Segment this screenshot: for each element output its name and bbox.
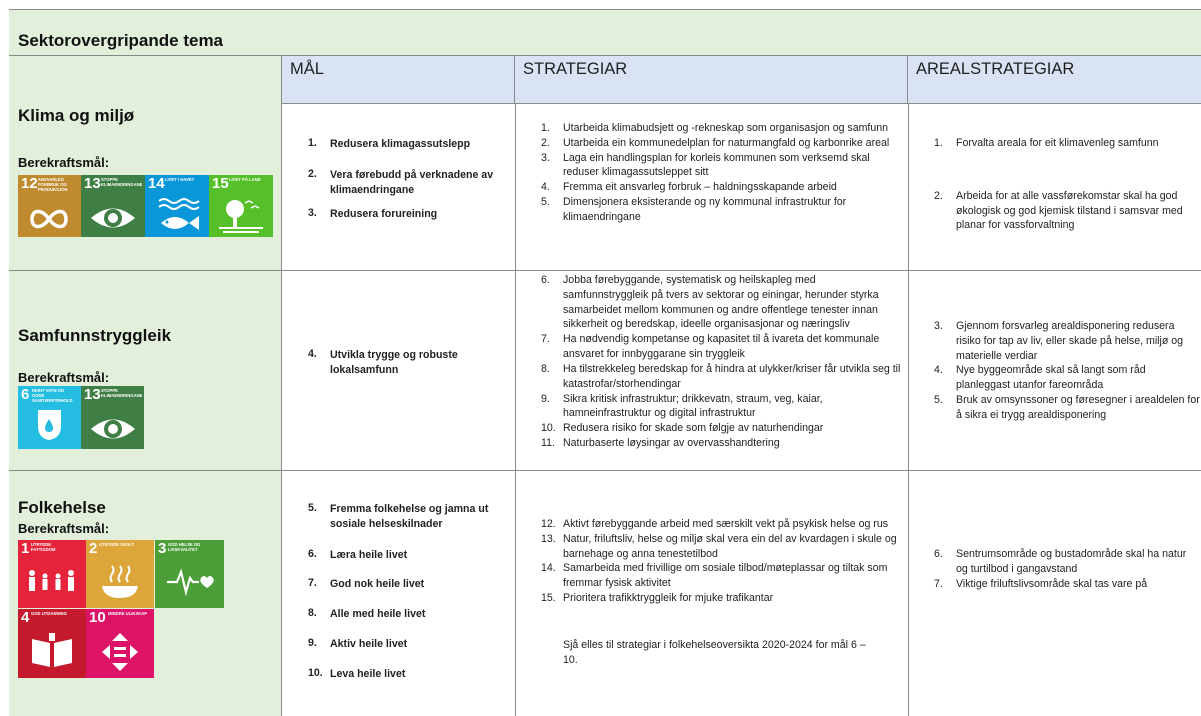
areal-item: 1. Forvalta areala for eit klimavenleg samfunn xyxy=(934,137,1159,149)
goals-list-samfunnstryggleik xyxy=(308,348,506,378)
areal-list-samfunnstryggleik xyxy=(934,319,1200,423)
strategies-list-klima xyxy=(541,121,903,225)
infinity-icon xyxy=(18,175,81,237)
header-row xyxy=(282,56,1201,104)
goal-item: 2. Vera førebudd på verknadene av klimaendringane xyxy=(308,167,494,196)
sdg-tile-4: 4 GOD UTDANNING xyxy=(18,609,86,678)
header-strategiar: STRATEGIAR xyxy=(515,56,908,104)
title-bar xyxy=(9,10,1201,56)
bowl-icon xyxy=(86,540,154,608)
goal-item: 10. Leva heile livet xyxy=(308,666,406,680)
sdg-tile-2: 2 UTRYDDE SVOLT xyxy=(86,540,154,608)
strategy-item: 14. Samarbeida med frivillige om sosiale tilbod/møteplassar og tiltak som fremmar fysisk aktivitet xyxy=(541,562,888,590)
water-drop-icon xyxy=(18,386,81,449)
book-icon xyxy=(18,609,86,678)
goals-list-folkehelse xyxy=(308,502,506,682)
header-arealstrategiar: AREALSTRATEGIAR xyxy=(916,60,1075,78)
sdg-tile-3: 3 GOD HELSE OG LIVSKVALITET xyxy=(155,540,224,608)
sdg-label: Berekraftsmål: xyxy=(18,155,110,170)
goals-list-klima xyxy=(308,137,506,222)
sdg-tile-14: 14 LIVET I HAVET xyxy=(145,175,209,237)
section-title-samfunnstryggleik: Samfunnstryggleik xyxy=(18,326,172,345)
sdg-tile-13: 13 STOPPE KLIMAENDRINGANE xyxy=(81,175,145,237)
strategies-list-folkehelse xyxy=(541,517,903,606)
earth-eye-icon xyxy=(81,175,145,237)
sdg-label: Berekraftsmål: xyxy=(18,370,110,385)
strategy-item: 11. Naturbaserte løysingar av overvasshandtering xyxy=(541,437,780,450)
sdg-tile-1: 1 UTRYDDE FATTIGDOM xyxy=(18,540,86,608)
strategy-item: 8. Ha tilstrekkeleg beredskap for å hindra at ulykker/kriser får utvikla seg til katastrofar/storhendingar xyxy=(541,362,901,390)
strategy-item: 4. Fremma eit ansvarleg forbruk – haldningsskapande arbeid xyxy=(541,181,837,194)
row-divider xyxy=(9,470,1201,471)
areal-item: 4. Nye byggeområde skal så langt som råd planleggast utanfor fareområda xyxy=(934,364,1146,392)
areal-list-klima xyxy=(934,136,1200,233)
goal-item: 9. Aktiv heile livet xyxy=(308,637,408,651)
strategy-item: 1. Utarbeida klimabudsjett og -rekneskap som organisasjon og samfunn xyxy=(541,122,889,134)
strategy-note: Sjå elles til strategiar i folkehelseoversikta 2020-2024 for mål 6 – 10. xyxy=(563,639,866,666)
sdg-label: Berekraftsmål: xyxy=(18,521,110,536)
strategy-item: 3. Laga ein handlingsplan for korleis kommunen som verksemd skal reduser klimagassutsleppet sitt xyxy=(541,151,870,179)
goal-item: 1. Redusera klimagassutslepp xyxy=(308,137,471,150)
goal-item: 3. Redusera forureining xyxy=(308,207,438,221)
equality-icon xyxy=(86,609,154,678)
sdg-tile-10: 10 MINDRE ULIKSKAP xyxy=(86,609,154,678)
areal-list-folkehelse xyxy=(934,547,1200,591)
strategy-item: 2. Utarbeida ein kommunedelplan for naturmangfald og karbonrike areal xyxy=(541,136,890,149)
strategy-item: 12. Aktivt førebyggande arbeid med særskilt vekt på psykisk helse og rus xyxy=(541,518,889,530)
strategy-item: 15. Prioritera trafikktryggleik for mjuke trafikantar xyxy=(541,592,774,605)
section-title-klima: Klima og miljø xyxy=(18,106,135,125)
goal-item: 5. Fremma folkehelse og jamna ut sosiale helseskilnader xyxy=(308,502,489,530)
page-title: Sektorovergripande tema xyxy=(18,31,224,50)
goal-item: 4. Utvikla trygge og robuste lokalsamfunn xyxy=(308,348,458,376)
earth-eye-icon xyxy=(81,386,144,449)
areal-item: 2. Arbeida for at alle vassførekomstar skal ha god økologisk og god kjemisk tilstand i samsvar med planar for vassforvaltning xyxy=(934,189,1183,232)
goal-item: 8. Alle med heile livet xyxy=(308,607,426,621)
column-divider xyxy=(515,104,516,716)
strategies-list-samfunnstryggleik xyxy=(541,273,903,451)
strategy-item: 6. Jobba førebyggande, systematisk og heilskapleg med samfunnstryggleik på tvers av sektorar og einingar, herunder styrka samarbeidet mellom kommunen og andre offentlege tenester innan sikkerheit og beredskap, ideelle organisasjonar og næringsliv xyxy=(541,274,879,331)
areal-item: 5. Bruk av omsynssoner og føresegner i arealdelen for å sikra ei trygg arealdisponering xyxy=(934,394,1200,421)
row-divider xyxy=(9,270,1201,271)
strategy-item: 10. Redusera risiko for skade som følgje av naturhendingar xyxy=(541,422,824,435)
sdg-tile-13: 13 STOPPE KLIMAENDRINGANE xyxy=(81,386,144,449)
heartbeat-icon xyxy=(155,540,224,608)
column-divider xyxy=(908,104,909,716)
fish-icon xyxy=(145,175,209,237)
goal-item: 6. Læra heile livet xyxy=(308,547,408,561)
people-icon xyxy=(18,540,86,608)
strategy-item: 13. Natur, friluftsliv, helse og miljø skal vera ein del av kvardagen i skule og barnehage og anna tenestetilbod xyxy=(541,532,897,560)
sdg-tile-15: 15 LIVET PÅ LAND xyxy=(209,175,273,237)
goal-item: 7. God nok heile livet xyxy=(308,577,425,591)
areal-item: 7. Viktige friluftslivsområde skal tas vare på xyxy=(934,577,1148,590)
strategy-item: 7. Ha nødvendig kompetanse og kapasitet til å ivareta det kommunale ansvaret for innbyggarane sin tryggleik xyxy=(541,333,880,361)
areal-item: 3. Gjennom forsvarleg arealdisponering redusera risiko for tap av liv, eller skade på helse, miljø og materielle verdiar xyxy=(934,320,1184,362)
strategy-item: 5. Dimensjonera eksisterande og ny kommunal infrastruktur for klimaendringane xyxy=(541,196,847,223)
strategy-item: 9. Sikra kritisk infrastruktur; drikkevatn, straum, veg, kaiar, hamneinfrastruktur og digital infrastruktur xyxy=(541,392,823,420)
sdg-tile-12: 12 ANSVARLEG FORBRUK OG PRODUKSJON xyxy=(18,175,81,237)
sdg-tile-6: 6 REINT VATN OG GODE SANITÆRFORHOLD xyxy=(18,386,81,449)
section-title-folkehelse: Folkehelse xyxy=(18,498,106,517)
header-mal: MÅL xyxy=(282,56,515,104)
areal-item: 6. Sentrumsområde og bustadområde skal ha natur og turtilbod i gangavstand xyxy=(934,548,1187,575)
tree-icon xyxy=(209,175,273,237)
